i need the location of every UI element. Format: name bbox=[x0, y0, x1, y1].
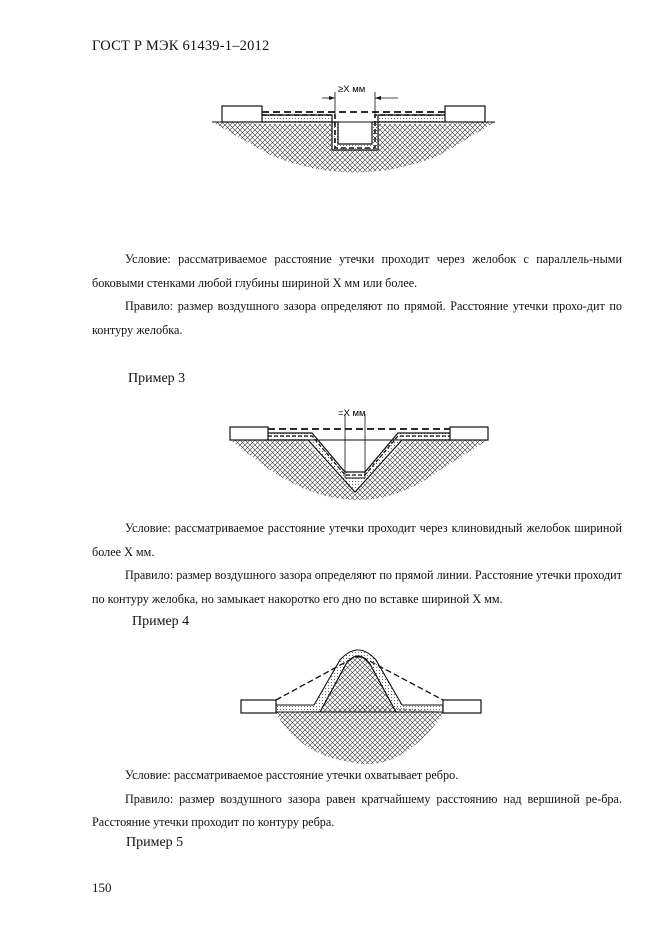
figure-groove-v bbox=[230, 408, 488, 500]
example3-title: Пример 3 bbox=[128, 371, 186, 386]
rule-text: Правило: размер воздушного зазора определяют по прямой. Расстояние утечки прохо-дит по контуру желобка. bbox=[92, 299, 622, 337]
dimension-label: ≥X мм bbox=[338, 84, 366, 95]
example3-text bbox=[92, 517, 622, 611]
figure-rib bbox=[241, 650, 481, 764]
example5-title: Пример 5 bbox=[126, 835, 184, 850]
condition-text: Условие: рассматриваемое расстояние утечки проходит через желобок с параллель-ными боковыми стенками любой глубины шириной X мм или более. bbox=[92, 252, 622, 290]
condition-text: Условие: рассматриваемое расстояние утечки охватывает ребро. bbox=[125, 768, 459, 782]
figure-groove-parallel bbox=[212, 84, 495, 173]
page-header: ГОСТ Р МЭК 61439-1–2012 bbox=[92, 38, 270, 54]
example4-title: Пример 4 bbox=[132, 614, 190, 629]
page-number: 150 bbox=[92, 880, 112, 895]
dimension-label: =X мм bbox=[338, 408, 366, 419]
example2-text bbox=[92, 248, 622, 342]
example4-text bbox=[92, 764, 622, 835]
condition-text: Условие: рассматриваемое расстояние утечки проходит через клиновидный желобок шириной более X мм. bbox=[92, 521, 622, 559]
rule-text: Правило: размер воздушного зазора равен кратчайшему расстоянию над вершиной ре-бра. Расстояние утечки проходит по контуру ребра. bbox=[92, 791, 622, 829]
rule-text: Правило: размер воздушного зазора определяют по прямой линии. Расстояние утечки проходит по контуру желобка, но замыкает накоротко его дно по вставке шириной X мм. bbox=[92, 568, 622, 606]
